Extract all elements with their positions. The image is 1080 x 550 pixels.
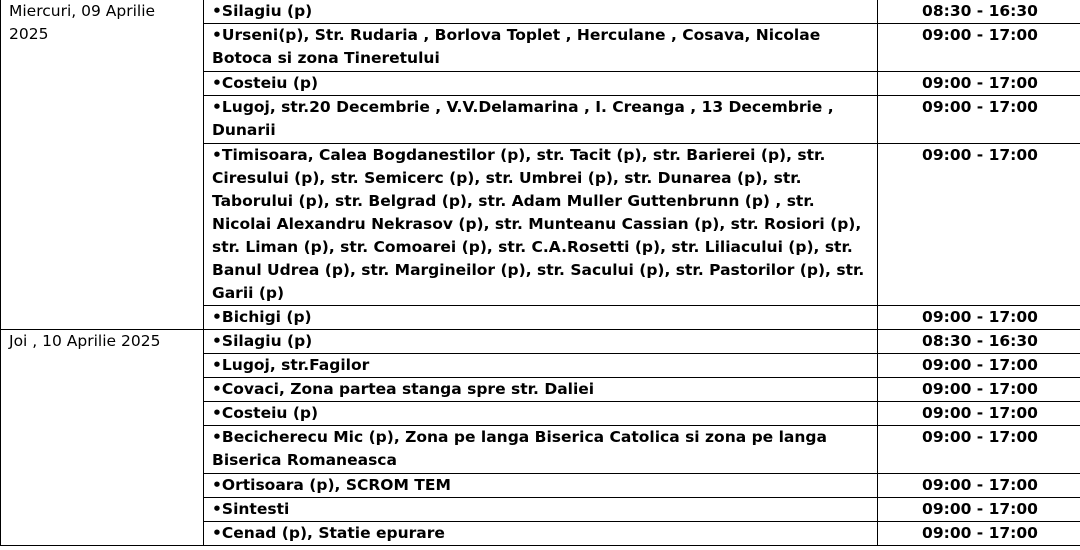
location-cell: •Lugoj, str.Fagilor — [204, 354, 878, 378]
time-cell: 09:00 - 17:00 — [878, 96, 1080, 144]
table-row — [1, 330, 1080, 354]
day-cell: Miercuri, 09 Aprilie 2025 — [1, 0, 204, 330]
location-cell: •Cenad (p), Statie epurare — [204, 522, 878, 546]
location-cell: •Urseni(p), Str. Rudaria , Borlova Toplet , Herculane , Cosava, Nicolae Botoca si zona Tineretului — [204, 24, 878, 72]
location-cell: •Costeiu (p) — [204, 72, 878, 96]
location-cell: •Costeiu (p) — [204, 402, 878, 426]
time-cell: 09:00 - 17:00 — [878, 306, 1080, 330]
location-cell: •Silagiu (p) — [204, 330, 878, 354]
location-cell: •Becicherecu Mic (p), Zona pe langa Biserica Catolica si zona pe langa Biserica Romaneasca — [204, 426, 878, 474]
location-cell: •Silagiu (p) — [204, 0, 878, 24]
location-cell: •Lugoj, str.20 Decembrie , V.V.Delamarina , I. Creanga , 13 Decembrie , Dunarii — [204, 96, 878, 144]
time-cell: 09:00 - 17:00 — [878, 354, 1080, 378]
location-cell: •Sintesti — [204, 498, 878, 522]
location-cell: •Bichigi (p) — [204, 306, 878, 330]
time-cell: 09:00 - 17:00 — [878, 522, 1080, 546]
time-cell: 09:00 - 17:00 — [878, 72, 1080, 96]
time-cell: 09:00 - 17:00 — [878, 402, 1080, 426]
time-cell: 09:00 - 17:00 — [878, 498, 1080, 522]
day-cell: Joi , 10 Aprilie 2025 — [1, 330, 204, 546]
location-cell: •Covaci, Zona partea stanga spre str. Daliei — [204, 378, 878, 402]
time-cell: 09:00 - 17:00 — [878, 24, 1080, 72]
table-row — [1, 0, 1080, 24]
time-cell: 09:00 - 17:00 — [878, 144, 1080, 306]
location-cell: •Timisoara, Calea Bogdanestilor (p), str. Tacit (p), str. Barierei (p), str. Ciresului (p), str. Semicerc (p), str. Umbrei (p), str. Dunarea (p), str. Taborului (p), str. Belgrad (p), str. Adam Muller Guttenbrunn (p) , str. Nicolai Alexandru Nekrasov (p), str. Munteanu Cassian (p), str. Rosiori (p), str. Liman (p), str. Comoarei (p), str. C.A.Rosetti (p), str. Liliacului (p), str. Banul Udrea (p), str. Margineilor (p), str. Sacului (p), str. Pastorilor (p), str. Garii (p) — [204, 144, 878, 306]
time-cell: 09:00 - 17:00 — [878, 426, 1080, 474]
time-cell: 08:30 - 16:30 — [878, 330, 1080, 354]
time-cell: 08:30 - 16:30 — [878, 0, 1080, 24]
location-cell: •Ortisoara (p), SCROM TEM — [204, 474, 878, 498]
time-cell: 09:00 - 17:00 — [878, 378, 1080, 402]
time-cell: 09:00 - 17:00 — [878, 474, 1080, 498]
